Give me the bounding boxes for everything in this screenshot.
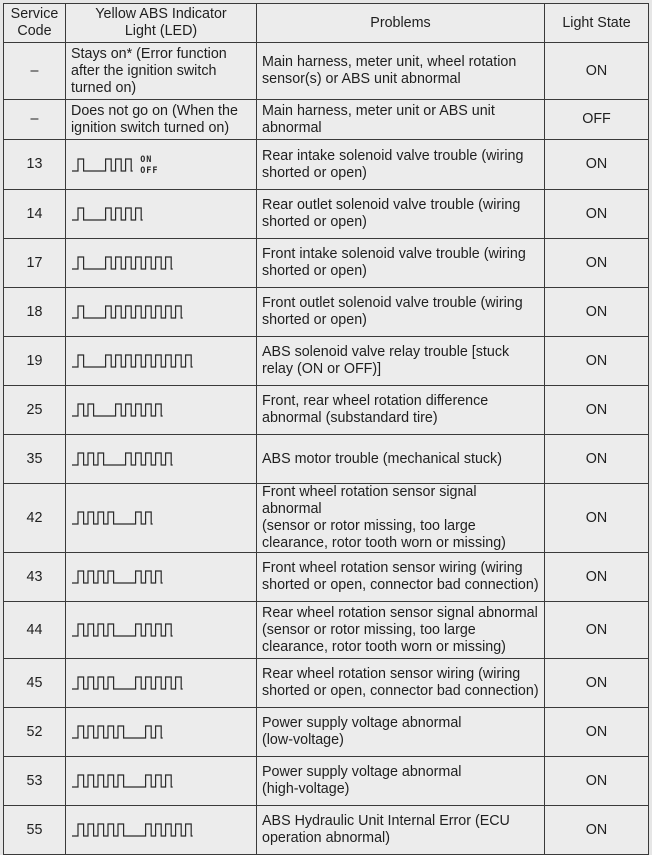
table-row — [4, 806, 649, 855]
led-description: Does not go on (When the ignition switch turned on) — [66, 100, 257, 140]
service-code: 53 — [4, 757, 66, 806]
blink-pattern-icon — [72, 253, 173, 273]
table-row — [4, 386, 649, 435]
header-led: Yellow ABS Indicator Light (LED) — [66, 4, 257, 43]
light-state: ON — [545, 659, 649, 708]
blink-pattern-cell — [66, 386, 257, 435]
blink-pattern-icon — [72, 204, 143, 224]
header-problems: Problems — [257, 4, 545, 43]
table-row — [4, 100, 649, 140]
blink-pulse-line — [72, 355, 193, 367]
blink-pattern-cell — [66, 288, 257, 337]
blink-pattern-icon — [72, 567, 163, 587]
light-state: ON — [545, 553, 649, 602]
blink-pulse-line — [72, 257, 173, 269]
problem-description: Rear intake solenoid valve trouble (wiring shorted or open) — [257, 140, 545, 190]
service-code: 25 — [4, 386, 66, 435]
blink-pattern-cell — [66, 140, 257, 190]
problem-description: Front, rear wheel rotation difference abnormal (substandard tire) — [257, 386, 545, 435]
blink-pulse-line — [72, 208, 143, 220]
table-row — [4, 239, 649, 288]
blink-pattern-cell — [66, 708, 257, 757]
blink-pulse-line — [72, 159, 133, 171]
table-row — [4, 708, 649, 757]
problem-description: ABS solenoid valve relay trouble [stuck relay (ON or OFF)] — [257, 337, 545, 386]
service-code: 43 — [4, 553, 66, 602]
light-state: ON — [545, 708, 649, 757]
blink-pulse-line — [72, 306, 183, 318]
blink-pulse-line — [72, 404, 163, 416]
table-row — [4, 484, 649, 553]
problem-description: Front outlet solenoid valve trouble (wiring shorted or open) — [257, 288, 545, 337]
problem-description: Front intake solenoid valve trouble (wiring shorted or open) — [257, 239, 545, 288]
table-row — [4, 757, 649, 806]
table-row — [4, 602, 649, 659]
table-row — [4, 553, 649, 602]
table-row — [4, 337, 649, 386]
light-state: OFF — [545, 100, 649, 140]
service-code: 55 — [4, 806, 66, 855]
led-description: Stays on* (Error function after the ignition switch turned on) — [66, 43, 257, 100]
blink-pattern-icon — [72, 155, 166, 175]
service-code: 17 — [4, 239, 66, 288]
light-state: ON — [545, 140, 649, 190]
light-state: ON — [545, 337, 649, 386]
service-code: – — [4, 100, 66, 140]
legend-on-label: ON — [140, 154, 153, 165]
blink-pattern-icon — [72, 351, 193, 371]
blink-pattern-icon — [72, 508, 153, 528]
light-state: ON — [545, 435, 649, 484]
service-code: 14 — [4, 190, 66, 239]
problem-description: ABS motor trouble (mechanical stuck) — [257, 435, 545, 484]
blink-pulse-line — [72, 571, 163, 583]
blink-pattern-icon — [72, 620, 173, 640]
table-row — [4, 190, 649, 239]
blink-pulse-line — [72, 624, 173, 636]
legend-off-label: OFF — [140, 165, 159, 176]
abs-service-code-table — [3, 3, 649, 855]
blink-pulse-line — [72, 726, 163, 738]
table-row — [4, 43, 649, 100]
problem-description: Rear outlet solenoid valve trouble (wiring shorted or open) — [257, 190, 545, 239]
header-light-state: Light State — [545, 4, 649, 43]
service-code: 44 — [4, 602, 66, 659]
light-state: ON — [545, 757, 649, 806]
blink-pattern-cell — [66, 239, 257, 288]
problem-description: Power supply voltage abnormal (high-voltage) — [257, 757, 545, 806]
problem-description: Power supply voltage abnormal (low-voltage) — [257, 708, 545, 757]
blink-pattern-icon — [72, 302, 183, 322]
problem-description: Rear wheel rotation sensor signal abnormal (sensor or rotor missing, too large clearance, rotor tooth worn or missing) — [257, 602, 545, 659]
light-state: ON — [545, 43, 649, 100]
service-code: 42 — [4, 484, 66, 553]
blink-pattern-cell — [66, 190, 257, 239]
blink-pattern-icon — [72, 820, 193, 840]
problem-description: Front wheel rotation sensor signal abnormal (sensor or rotor missing, too large clearance, rotor tooth worn or missing) — [257, 484, 545, 553]
header-service-code: Service Code — [4, 4, 66, 43]
problem-description: Main harness, meter unit, wheel rotation sensor(s) or ABS unit abnormal — [257, 43, 545, 100]
light-state: ON — [545, 386, 649, 435]
table-row — [4, 659, 649, 708]
table-row — [4, 435, 649, 484]
service-code: 45 — [4, 659, 66, 708]
service-code: 19 — [4, 337, 66, 386]
blink-pattern-cell — [66, 602, 257, 659]
problem-description: Main harness, meter unit or ABS unit abnormal — [257, 100, 545, 140]
header-row — [4, 4, 649, 43]
blink-pulse-line — [72, 512, 153, 524]
problem-description: ABS Hydraulic Unit Internal Error (ECU operation abnormal) — [257, 806, 545, 855]
blink-pattern-icon — [72, 400, 163, 420]
blink-pattern-cell — [66, 659, 257, 708]
service-code: – — [4, 43, 66, 100]
blink-pattern-icon — [72, 673, 183, 693]
service-code: 18 — [4, 288, 66, 337]
service-code: 13 — [4, 140, 66, 190]
blink-pattern-cell — [66, 806, 257, 855]
blink-pattern-icon — [72, 771, 173, 791]
table-row — [4, 140, 649, 190]
blink-pattern-cell — [66, 435, 257, 484]
blink-pulse-line — [72, 677, 183, 689]
blink-pattern-cell — [66, 757, 257, 806]
blink-pattern-cell — [66, 337, 257, 386]
light-state: ON — [545, 239, 649, 288]
blink-pulse-line — [72, 775, 173, 787]
service-code: 52 — [4, 708, 66, 757]
blink-pattern-icon — [72, 722, 163, 742]
blink-pattern-cell — [66, 553, 257, 602]
light-state: ON — [545, 288, 649, 337]
blink-pulse-line — [72, 453, 173, 465]
table-row — [4, 288, 649, 337]
blink-pattern-icon — [72, 449, 173, 469]
light-state: ON — [545, 806, 649, 855]
problem-description: Front wheel rotation sensor wiring (wiring shorted or open, connector bad connection) — [257, 553, 545, 602]
problem-description: Rear wheel rotation sensor wiring (wiring shorted or open, connector bad connection) — [257, 659, 545, 708]
light-state: ON — [545, 602, 649, 659]
blink-pulse-line — [72, 824, 193, 836]
light-state: ON — [545, 190, 649, 239]
blink-pattern-cell — [66, 484, 257, 553]
light-state: ON — [545, 484, 649, 553]
service-code: 35 — [4, 435, 66, 484]
